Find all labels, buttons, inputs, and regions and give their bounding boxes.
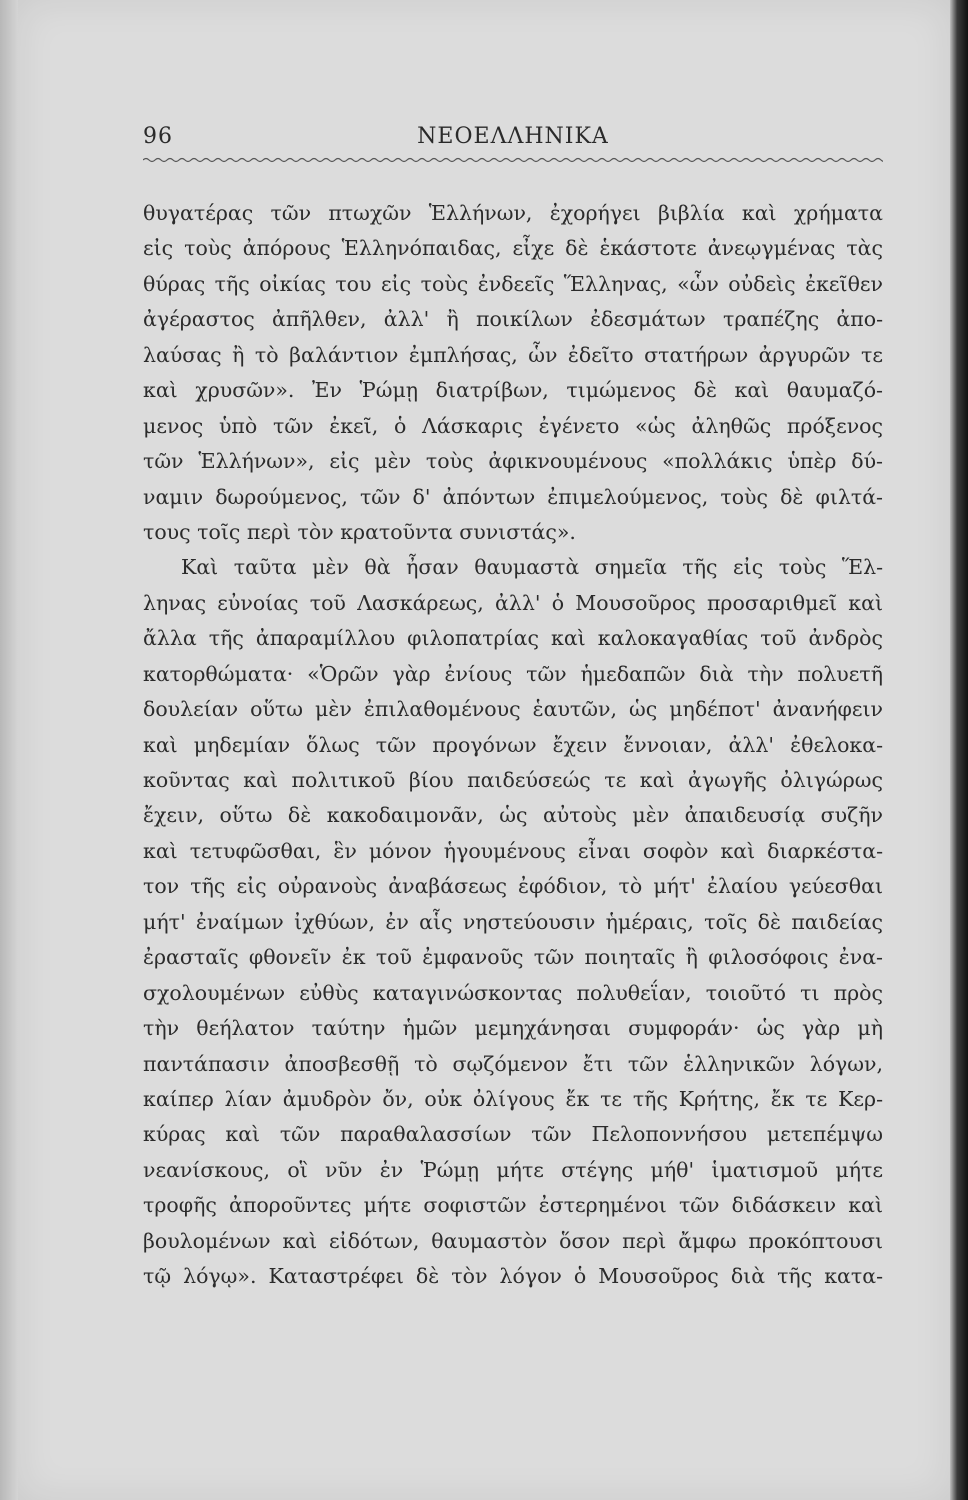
text-line: σχολουμένων εὐθὺς καταγινώσκοντας πολυθεΐαν, τοιοῦτό τι πρὸς: [143, 980, 883, 1005]
text-line: ἀγέραστος ἀπῆλθεν, ἀλλ' ἢ ποικίλων ἐδεσμάτων τραπέζης ἀπο-: [143, 307, 883, 332]
page-left-margin-shadow: [0, 0, 18, 1500]
text-line: καὶ τετυφῶσθαι, ἓν μόνον ἡγουμένους εἶναι σοφὸν καὶ διαρκέστα-: [143, 838, 883, 863]
text-line: καὶ μηδεμίαν ὅλως τῶν προγόνων ἔχειν ἔννοιαν, ἀλλ' ἐθελοκα-: [143, 732, 883, 757]
text-line: μήτ' ἐναίμων ἰχθύων, ἐν αἷς νηστεύουσιν ἡμέραις, τοῖς δὲ παιδείας: [143, 909, 883, 934]
text-line: τὴν θεήλατον ταύτην ἡμῶν μεμηχάνησαι συμφοράν· ὡς γὰρ μὴ: [143, 1016, 883, 1041]
text-line: ἄλλα τῆς ἀπαραμίλλου φιλοπατρίας καὶ καλοκαγαθίας τοῦ ἀνδρὸς: [143, 626, 883, 651]
text-line: κατορθώματα· «Ὁρῶν γὰρ ἐνίους τῶν ἡμεδαπῶν διὰ τὴν πολυετῆ: [143, 661, 883, 686]
text-line: ληνας εὐνοίας τοῦ Λασκάρεως, ἀλλ' ὁ Μουσοῦρος προσαριθμεῖ καὶ: [143, 590, 883, 615]
body-text: [143, 196, 883, 1295]
text-line: κοῦντας καὶ πολιτικοῦ βίου παιδεύσεώς τε καὶ ἀγωγῆς ὀλιγώρως: [143, 768, 883, 792]
text-line: καὶ χρυσῶν». Ἐν Ῥώμῃ διατρίβων, τιμώμενος δὲ καὶ θαυμαζό-: [143, 378, 883, 403]
running-head: ΝΕΟΕΛΛΗΝΙΚΑ: [417, 124, 609, 149]
page-right-edge: [950, 0, 968, 1500]
text-line: τους τοῖς περὶ τὸν κρατοῦντα συνιστάς».: [143, 519, 576, 544]
text-line: ναμιν δωρούμενος, τῶν δ' ἀπόντων ἐπιμελούμενος, τοὺς δὲ φιλτά-: [143, 484, 883, 509]
text-line: λαύσας ἢ τὸ βαλάντιον ἐμπλήσας, ὧν ἐδεῖτο στατήρων ἀργυρῶν τε: [143, 342, 883, 367]
text-line: κύρας καὶ τῶν παραθαλασσίων τῶν Πελοποννήσου μετεπέμψω: [143, 1122, 883, 1147]
text-line: τῷ λόγῳ». Καταστρέφει δὲ τὸν λόγον ὁ Μουσοῦρος διὰ τῆς κατα-: [143, 1264, 883, 1289]
text-line: παντάπασιν ἀποσβεσθῇ τὸ σῳζόμενον ἔτι τῶν ἑλληνικῶν λόγων,: [143, 1051, 883, 1076]
text-line: καίπερ λίαν ἀμυδρὸν ὄν, οὐκ ὀλίγους ἔκ τε τῆς Κρήτης, ἔκ τε Κερ-: [143, 1086, 883, 1111]
page-number: 96: [143, 124, 173, 149]
text-line: θύρας τῆς οἰκίας του εἰς τοὺς ἐνδεεῖς Ἕλληνας, «ὧν οὐδεὶς ἐκεῖθεν: [143, 271, 883, 296]
text-line: νεανίσκους, οἳ νῦν ἐν Ῥώμῃ μήτε στέγης μήθ' ἱματισμοῦ μήτε: [143, 1157, 883, 1182]
text-line: ἔχειν, οὕτω δὲ κακοδαιμονᾶν, ὡς αὐτοὺς μὲν ἀπαιδευσίᾳ συζῆν: [143, 803, 883, 828]
text-line: Καὶ ταῦτα μὲν θὰ ἦσαν θαυμαστὰ σημεῖα τῆς εἰς τοὺς Ἕλ-: [181, 555, 883, 580]
text-line: τῶν Ἑλλήνων», εἰς μὲν τοὺς ἀφικνουμένους «πολλάκις ὑπὲρ δύ-: [143, 449, 883, 474]
text-line: τον τῆς εἰς οὐρανοὺς ἀναβάσεως ἐφόδιον, τὸ μήτ' ἐλαίου γεύεσθαι: [143, 874, 883, 899]
page-header: [143, 124, 883, 154]
text-line: μενος ὑπὸ τῶν ἐκεῖ, ὁ Λάσκαρις ἐγένετο «ὡς ἀληθῶς πρόξενος: [143, 413, 883, 438]
wavy-header-rule: [143, 156, 883, 164]
text-line: ἐρασταῖς φθονεῖν ἐκ τοῦ ἐμφανοῦς τῶν ποιηταῖς ἢ φιλοσόφοις ἐνα-: [143, 945, 883, 970]
text-line: τροφῆς ἀποροῦντες μήτε σοφιστῶν ἐστερημένοι τῶν διδάσκειν καὶ: [143, 1193, 883, 1218]
text-line: δουλείαν οὕτω μὲν ἐπιλαθομένους ἑαυτῶν, ὡς μηδέποτ' ἀνανήφειν: [143, 697, 883, 722]
text-line: βουλομένων καὶ εἰδότων, θαυμαστὸν ὅσον περὶ ἄμφω προκόπτουσι: [143, 1228, 883, 1253]
text-line: εἰς τοὺς ἀπόρους Ἑλληνόπαιδας, εἶχε δὲ ἑκάστοτε ἀνεῳγμένας τὰς: [143, 236, 883, 261]
text-line: θυγατέρας τῶν πτωχῶν Ἑλλήνων, ἐχορήγει βιβλία καὶ χρήματα: [143, 201, 883, 225]
